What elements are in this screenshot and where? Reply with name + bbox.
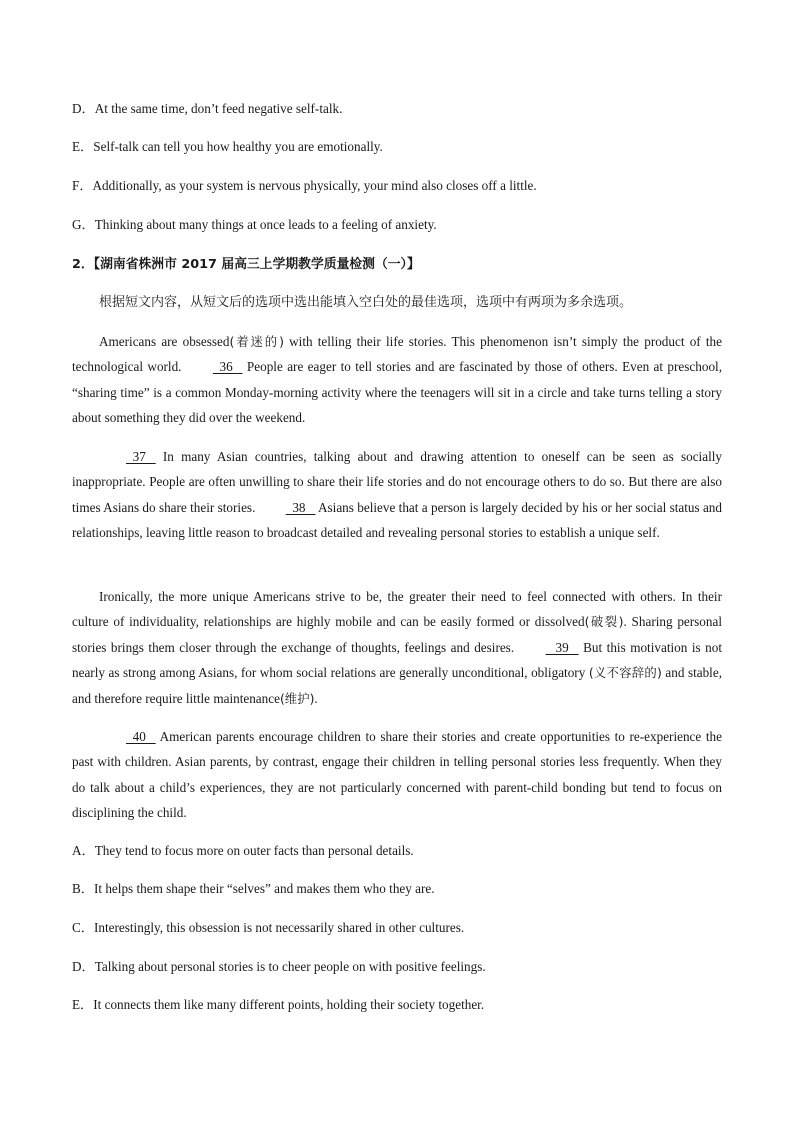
option-text: Interestingly, this obsession is not necessarily shared in other cultures. <box>93 920 465 935</box>
gloss: (义不容辞的) <box>588 665 662 681</box>
option-b <box>72 879 722 899</box>
answer-blank-39[interactable]: 39 <box>545 639 579 655</box>
passage-paragraph-1 <box>72 329 722 431</box>
option-letter: D． <box>72 959 95 974</box>
option-letter: B． <box>72 881 94 896</box>
passage-paragraph-3 <box>72 584 722 711</box>
paragraph-text: Asians believe that a person is largely decided by his or her social status and relationships, leaving little reason to broadcast detailed and revealing personal stories to establish a unique self. <box>72 499 722 541</box>
option-letter: D． <box>72 101 95 116</box>
paragraph-text: But this motivation is not nearly as strong among Asians, for whom social relations are generally unconditional, obligatory <box>72 639 722 681</box>
paragraph-text: Americans are obsessed <box>99 334 230 349</box>
paragraph-text: American parents encourage children to share their stories and create opportunities to re-experience the past with children. Asian parents, by contrast, engage their children in telling personal stories less frequently. When they do talk about a child’s experiences, they are not particularly concerned with parent-child bonding but tend to focus on disciplining the child. <box>72 729 722 821</box>
paragraph-text: and stable, and therefore require little maintenance <box>72 665 722 706</box>
option-text: Self-talk can tell you how healthy you are emotionally. <box>93 139 383 154</box>
option-c <box>72 918 722 938</box>
option-text: It connects them like many different points, holding their society together. <box>93 997 485 1012</box>
option-letter: G． <box>72 217 95 232</box>
option-text: They tend to focus more on outer facts than personal details. <box>94 843 414 858</box>
passage-paragraph-4 <box>72 724 722 826</box>
option-letter: C． <box>72 920 94 935</box>
option-text: Talking about personal stories is to cheer people on with positive feelings. <box>94 959 486 974</box>
gloss: (破裂) <box>584 614 624 630</box>
section-heading: 2．【湖南省株洲市 2017 届高三上学期教学质量检测（一）】 <box>72 257 420 272</box>
option-text: At the same time, don’t feed negative self-talk. <box>94 101 343 116</box>
gloss: (维护) <box>279 690 315 706</box>
paragraph-text: . Sharing personal stories brings them closer through the exchange of thoughts, feelings and desires. <box>72 614 723 655</box>
answer-blank-37[interactable]: 37 <box>126 449 156 464</box>
option-d <box>72 957 722 977</box>
paragraph-text: Ironically, the more unique Americans strive to be, the greater their need to feel connected with others. In their culture of individuality, relationships are highly mobile and can be easily formed or dissolved <box>72 589 722 630</box>
option-letter: E． <box>72 139 94 154</box>
paragraph-text: with telling their life stories. This phenomenon isn’t simply the product of the technological world. <box>72 334 722 375</box>
option-e-top <box>72 137 722 157</box>
option-text: Thinking about many things at once leads to a feeling of anxiety. <box>94 217 437 232</box>
answer-blank-40[interactable]: 40 <box>126 729 156 744</box>
option-g-top <box>72 215 722 235</box>
section-instruction: 根据短文内容，从短文后的选项中选出能填入空白处的最佳选项，选项中有两项为多余选项。 <box>99 295 633 310</box>
option-text: Additionally, as your system is nervous physically, your mind also closes off a little. <box>92 178 537 193</box>
gloss: (着迷的) <box>229 334 284 349</box>
option-letter: F． <box>72 178 93 193</box>
option-text: It helps them shape their “selves” and makes them who they are. <box>93 881 435 896</box>
paragraph-text: . <box>314 690 318 706</box>
answer-blank-38[interactable]: 38 <box>285 499 316 515</box>
paragraph-text: People are eager to tell stories and are fascinated by those of others. Even at preschool, “sharing time” is a common Monday-morning activity where the teenagers will sit in a circle and take turns telling a story about something they did over the weekend. <box>72 359 723 426</box>
option-e <box>72 995 722 1015</box>
paragraph-text: In many Asian countries, talking about and drawing attention to oneself can be seen as socially inappropriate. People are often unwilling to share their life stories and do not encourage others to do so. But there are also times Asians do share their stories. <box>72 449 722 515</box>
option-d-top <box>72 99 722 119</box>
option-letter: E． <box>72 997 94 1012</box>
option-letter: A． <box>72 843 95 858</box>
option-a <box>72 841 722 861</box>
passage-paragraph-2 <box>72 444 722 546</box>
option-f-top <box>72 176 722 196</box>
answer-blank-36[interactable]: 36 <box>212 359 243 375</box>
